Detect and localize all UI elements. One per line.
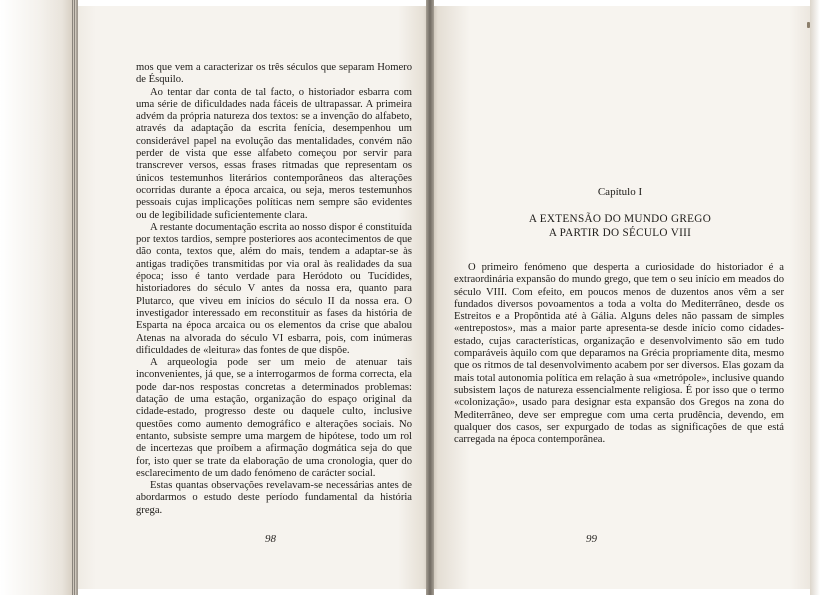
left-page-body <box>136 62 412 517</box>
chapter-title-line-1: A EXTENSÃO DO MUNDO GREGO <box>528 213 712 225</box>
right-page-body <box>454 262 784 446</box>
chapter-label: Capítulo I <box>597 186 643 198</box>
right-paragraph-1: O primeiro fenómeno que desperta a curiosidade do historiador é a extraordinária expansão do mundo grego, que tem o seu início em meados do século VIII. Com efeito, em poucos menos de duzentos anos vêm a ser fundados diversos povoamentos a toda a volta do Mediterrâneo, desde os Estreitos e a Propôntida até à Gália. Alguns deles não passam de simples «entrepostos», mas a maior parte apresenta-se desde início como cidades-estado, cujas características, organização e desenvolvimento são em tudo comparáveis àquilo com que deparamos na Grécia propriamente dita, mesmo que os ritmos de tal desenvolvimento acabem por ser diversos. Elas gozam da mais total autonomia política em relação à sua «metrópole», inclusive quando subsistem laços de natureza essencialmente religiosa. É por isso que o termo «colonização», usado para designar esta expansão dos Gregos na zona do Mediterrâneo, deve ser empregue com uma certa prudência, devendo, em qualquer dos casos, ser expurgado de todas as significações de que está carregada na época contemporânea. <box>454 262 784 446</box>
left-paragraph-2: Ao tentar dar conta de tal facto, o historiador esbarra com uma série de dificuldades nada fáceis de ultrapassar. A primeira advém da própria natureza dos textos: se a invenção do alfabeto, através da adaptação da escrita fenícia, desempenhou um considerável papel na evolução das mentalidades, convém não perder de vista que esse alfabeto começou por servir para transcrever versos, essas frases ritmadas que representam os únicos testemunhos literários contemporâneos das alterações ocorridas durante a época arcaica, ou seja, meros testemunhos pessoais cujas implicações políticas nem sempre são evidentes ou de legibilidade suficientemente clara. <box>136 86 412 221</box>
left-paragraph-3: A restante documentação escrita ao nosso dispor é constituída por textos tardios, sempre posteriores aos acontecimentos de que dão conta, textos que, além do mais, tendem a adaptar-se às antigas tradições transmitidas por via oral às realidades da sua época; isso é tanto verdade para Heródoto ou Tucídides, historiadores do século V antes da nossa era, quanto para Plutarco, que viveu em inícios do século II da nossa era. O investigador interessado em reconstituir as fases da história de Esparta na época arcaica ou os elementos da crise que abalou Atenas na alvorada do século VI esbarra, pois, com inúmeras dificuldades de «leitura» das fontes de que dispõe. <box>136 221 412 356</box>
chapter-title-line-2: A PARTIR DO SÉCULO VIII <box>548 227 692 239</box>
left-paragraph-4: A arqueologia pode ser um meio de atenuar tais inconvenientes, já que, se a interrogarmos de forma correcta, ela pode dar-nos respostas concretas a determinados problemas: datação de uma estação, organização do espaço original da cidade-estado, progresso deste ou daquele culto, inclusive questões como aumento demográfico e alterações sociais. No entanto, subsiste sempre uma margem de hipótese, todo um rol de incertezas que proíbem a afirmação dogmática seja do que for, isto quer se trate da elaboração de uma cronologia, quer do esclarecimento de um dado fenómeno de carácter social. <box>136 357 412 479</box>
left-page-number: 98 <box>265 533 276 545</box>
book-edge-left <box>0 0 78 595</box>
right-page-number: 99 <box>586 533 597 545</box>
book-edge-right <box>810 0 820 595</box>
left-paragraph-5: Estas quantas observações revelavam-se necessárias antes de abordarmos o estudo deste período fundamental da história grega. <box>136 480 412 516</box>
left-paragraph-1: mos que vem a caracterizar os três séculos que separam Homero de Ésquilo. <box>136 62 412 86</box>
chapter-title <box>470 212 770 240</box>
book-gutter <box>426 0 434 595</box>
scan-mark <box>807 22 810 28</box>
